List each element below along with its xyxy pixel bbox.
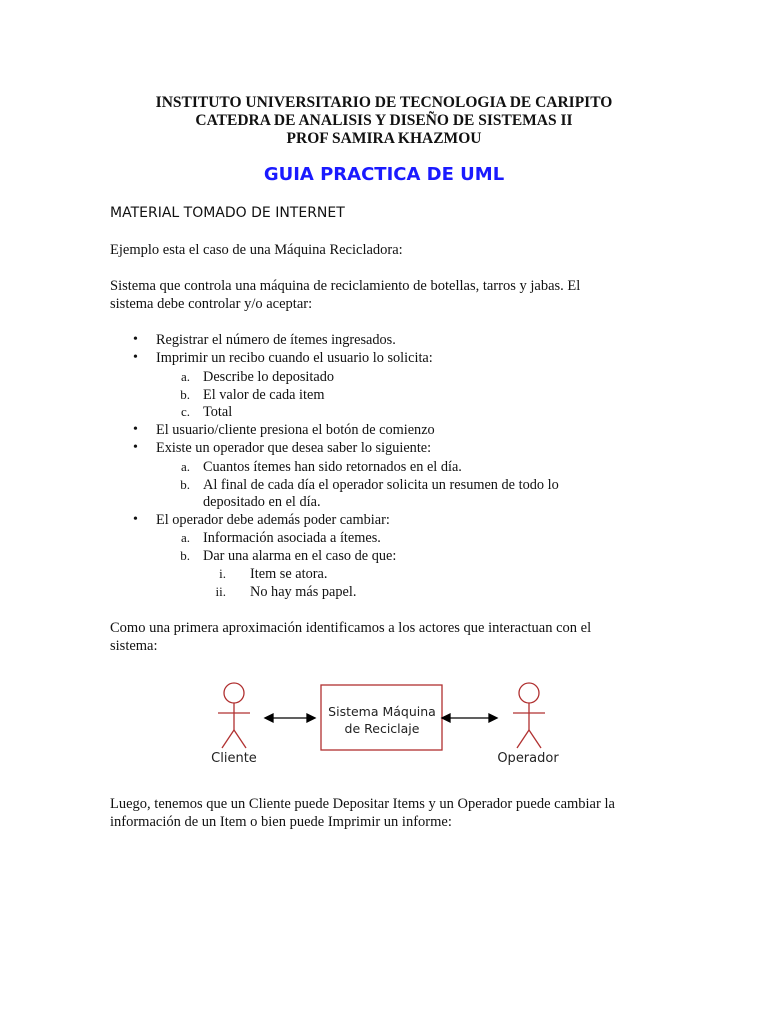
sub-list-item: Describe lo depositado	[203, 369, 335, 385]
actors-diagram	[195, 676, 575, 776]
sub-list-item-continuation: depositado en el día.	[203, 494, 321, 510]
roman-marker: i.	[219, 566, 226, 581]
system-label-line-2: de Reciclaje	[344, 721, 420, 736]
intro-paragraph: Ejemplo esta el caso de una Máquina Recicladora:	[110, 242, 403, 258]
course-name: CATEDRA DE ANALISIS Y DISEÑO DE SISTEMAS II	[195, 112, 573, 129]
operador-actor-icon	[513, 683, 545, 748]
actors-intro-line-1: Como una primera aproximación identificamos a los actores que interactuan con el	[110, 620, 592, 636]
system-label-line-1: Sistema Máquina	[328, 704, 436, 719]
closing-line-1: Luego, tenemos que un Cliente puede Depositar Items y un Operador puede cambiar la	[110, 796, 615, 812]
bullet-marker: •	[133, 332, 138, 347]
operador-label: Operador	[497, 751, 559, 766]
bullet-marker: •	[133, 350, 138, 365]
sub-list-item: Total	[203, 404, 233, 420]
list-item: El operador debe además poder cambiar:	[156, 512, 390, 528]
professor-name: PROF SAMIRA KHAZMOU	[286, 130, 482, 147]
sub-list-item: Información asociada a ítemes.	[203, 530, 381, 546]
sub-marker: b.	[180, 387, 190, 402]
sub-list-item: Dar una alarma en el caso de que:	[203, 548, 397, 564]
list-item: Existe un operador que desea saber lo siguiente:	[156, 440, 432, 456]
list-item: Imprimir un recibo cuando el usuario lo solicita:	[156, 350, 433, 366]
actors-intro-line-2: sistema:	[110, 638, 158, 654]
cliente-label: Cliente	[211, 751, 257, 766]
source-note: MATERIAL TOMADO DE INTERNET	[110, 205, 345, 221]
sub-marker: b.	[180, 548, 190, 563]
sub-marker: a.	[180, 369, 190, 384]
roman-list-item: Item se atora.	[250, 566, 328, 582]
sub-marker: a.	[180, 459, 190, 474]
association-arrow-left	[265, 714, 315, 722]
system-description-line-1: Sistema que controla una máquina de reciclamiento de botellas, tarros y jabas. El	[110, 278, 581, 294]
document-title: GUIA PRACTICA DE UML	[263, 164, 505, 185]
system-description-line-2: sistema debe controlar y/o aceptar:	[110, 296, 313, 312]
bullet-marker: •	[133, 440, 138, 455]
association-arrow-right	[442, 714, 497, 722]
sub-list-item: El valor de cada item	[203, 387, 325, 403]
roman-list-item: No hay más papel.	[250, 584, 357, 600]
sub-marker: b.	[180, 477, 190, 492]
sub-list-item: Cuantos ítemes han sido retornados en el día.	[203, 459, 462, 475]
sub-marker: a.	[180, 530, 190, 545]
list-item: Registrar el número de ítemes ingresados.	[156, 332, 396, 348]
roman-marker: ii.	[215, 584, 226, 599]
bullet-marker: •	[133, 512, 138, 527]
bullet-marker: •	[133, 422, 138, 437]
list-item: El usuario/cliente presiona el botón de comienzo	[156, 422, 435, 438]
institute-name: INSTITUTO UNIVERSITARIO DE TECNOLOGIA DE CARIPITO	[155, 94, 613, 111]
sub-marker: c.	[180, 404, 190, 419]
cliente-actor-icon	[218, 683, 250, 748]
sub-list-item: Al final de cada día el operador solicita un resumen de todo lo	[203, 477, 559, 493]
closing-line-2: información de un Item o bien puede Imprimir un informe:	[110, 814, 452, 830]
